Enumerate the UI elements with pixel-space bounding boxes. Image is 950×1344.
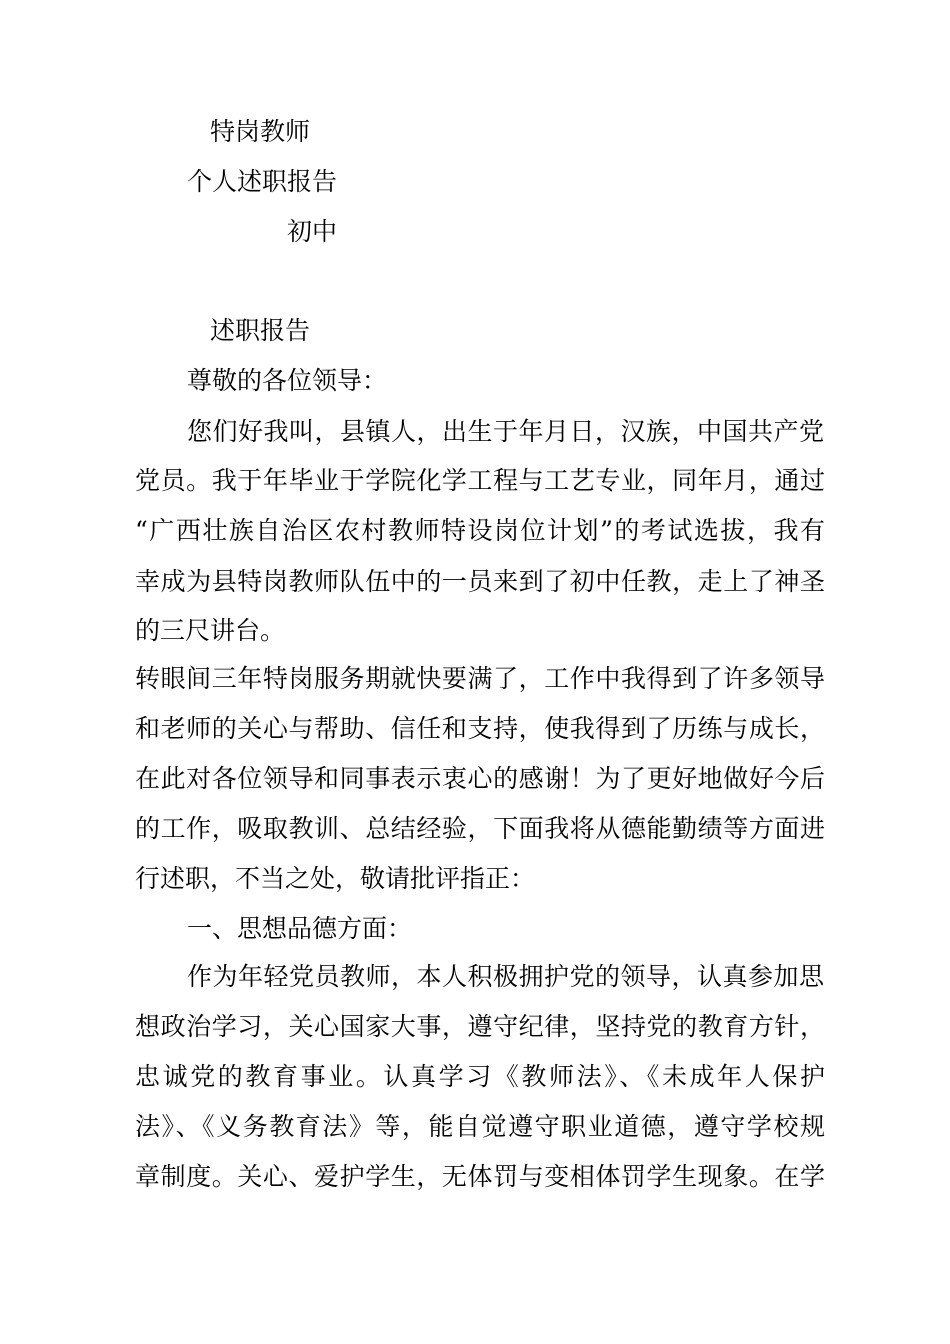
- paragraph-2-line: 的工作，吸取教训、总结经验，下面我将从德能勤绩等方面进: [135, 814, 825, 843]
- document-title: 述职报告: [210, 316, 311, 345]
- intro-line: 的三尺讲台。: [135, 616, 286, 645]
- header-line-3: 初中: [287, 217, 338, 246]
- section-1-heading: 一、思想品德方面：: [187, 914, 413, 943]
- paragraph-2-line: 转眼间三年特岗服务期就快要满了，工作中我得到了许多领导: [135, 664, 825, 693]
- section-1-line: 想政治学习，关心国家大事，遵守纪律，坚持党的教育方针，: [135, 1012, 825, 1041]
- intro-line: 幸成为县特岗教师队伍中的一员来到了初中任教，走上了神圣: [135, 567, 825, 596]
- section-1-line: 忠诚党的教育事业。认真学习《教师法》、《未成年人保护: [135, 1062, 825, 1091]
- salutation: 尊敬的各位领导：: [187, 366, 388, 395]
- intro-line: 党员。我于年毕业于学院化学工程与工艺专业，同年月，通过: [135, 466, 825, 495]
- section-1-line: 法》、《义务教育法》等，能自觉遵守职业道德，遵守学校规: [135, 1112, 825, 1141]
- paragraph-2-line: 在此对各位领导和同事表示衷心的感谢！为了更好地做好今后: [135, 764, 825, 793]
- intro-line: “广西壮族自治区农村教师特设岗位计划”的考试选拔，我有: [135, 516, 825, 545]
- intro-line: 您们好我叫，县镇人，出生于年月日，汉族，中国共产党: [187, 417, 824, 446]
- header-line-1: 特岗教师: [210, 117, 311, 146]
- paragraph-2-line: 和老师的关心与帮助、信任和支持，使我得到了历练与成长，: [135, 714, 825, 743]
- section-1-line: 作为年轻党员教师，本人积极拥护党的领导，认真参加思: [187, 962, 824, 991]
- section-1-line: 章制度。关心、爱护学生，无体罚与变相体罚学生现象。在学: [135, 1162, 825, 1191]
- paragraph-2-line: 行述职，不当之处，敬请批评指正：: [135, 864, 536, 893]
- header-line-2: 个人述职报告: [187, 167, 338, 196]
